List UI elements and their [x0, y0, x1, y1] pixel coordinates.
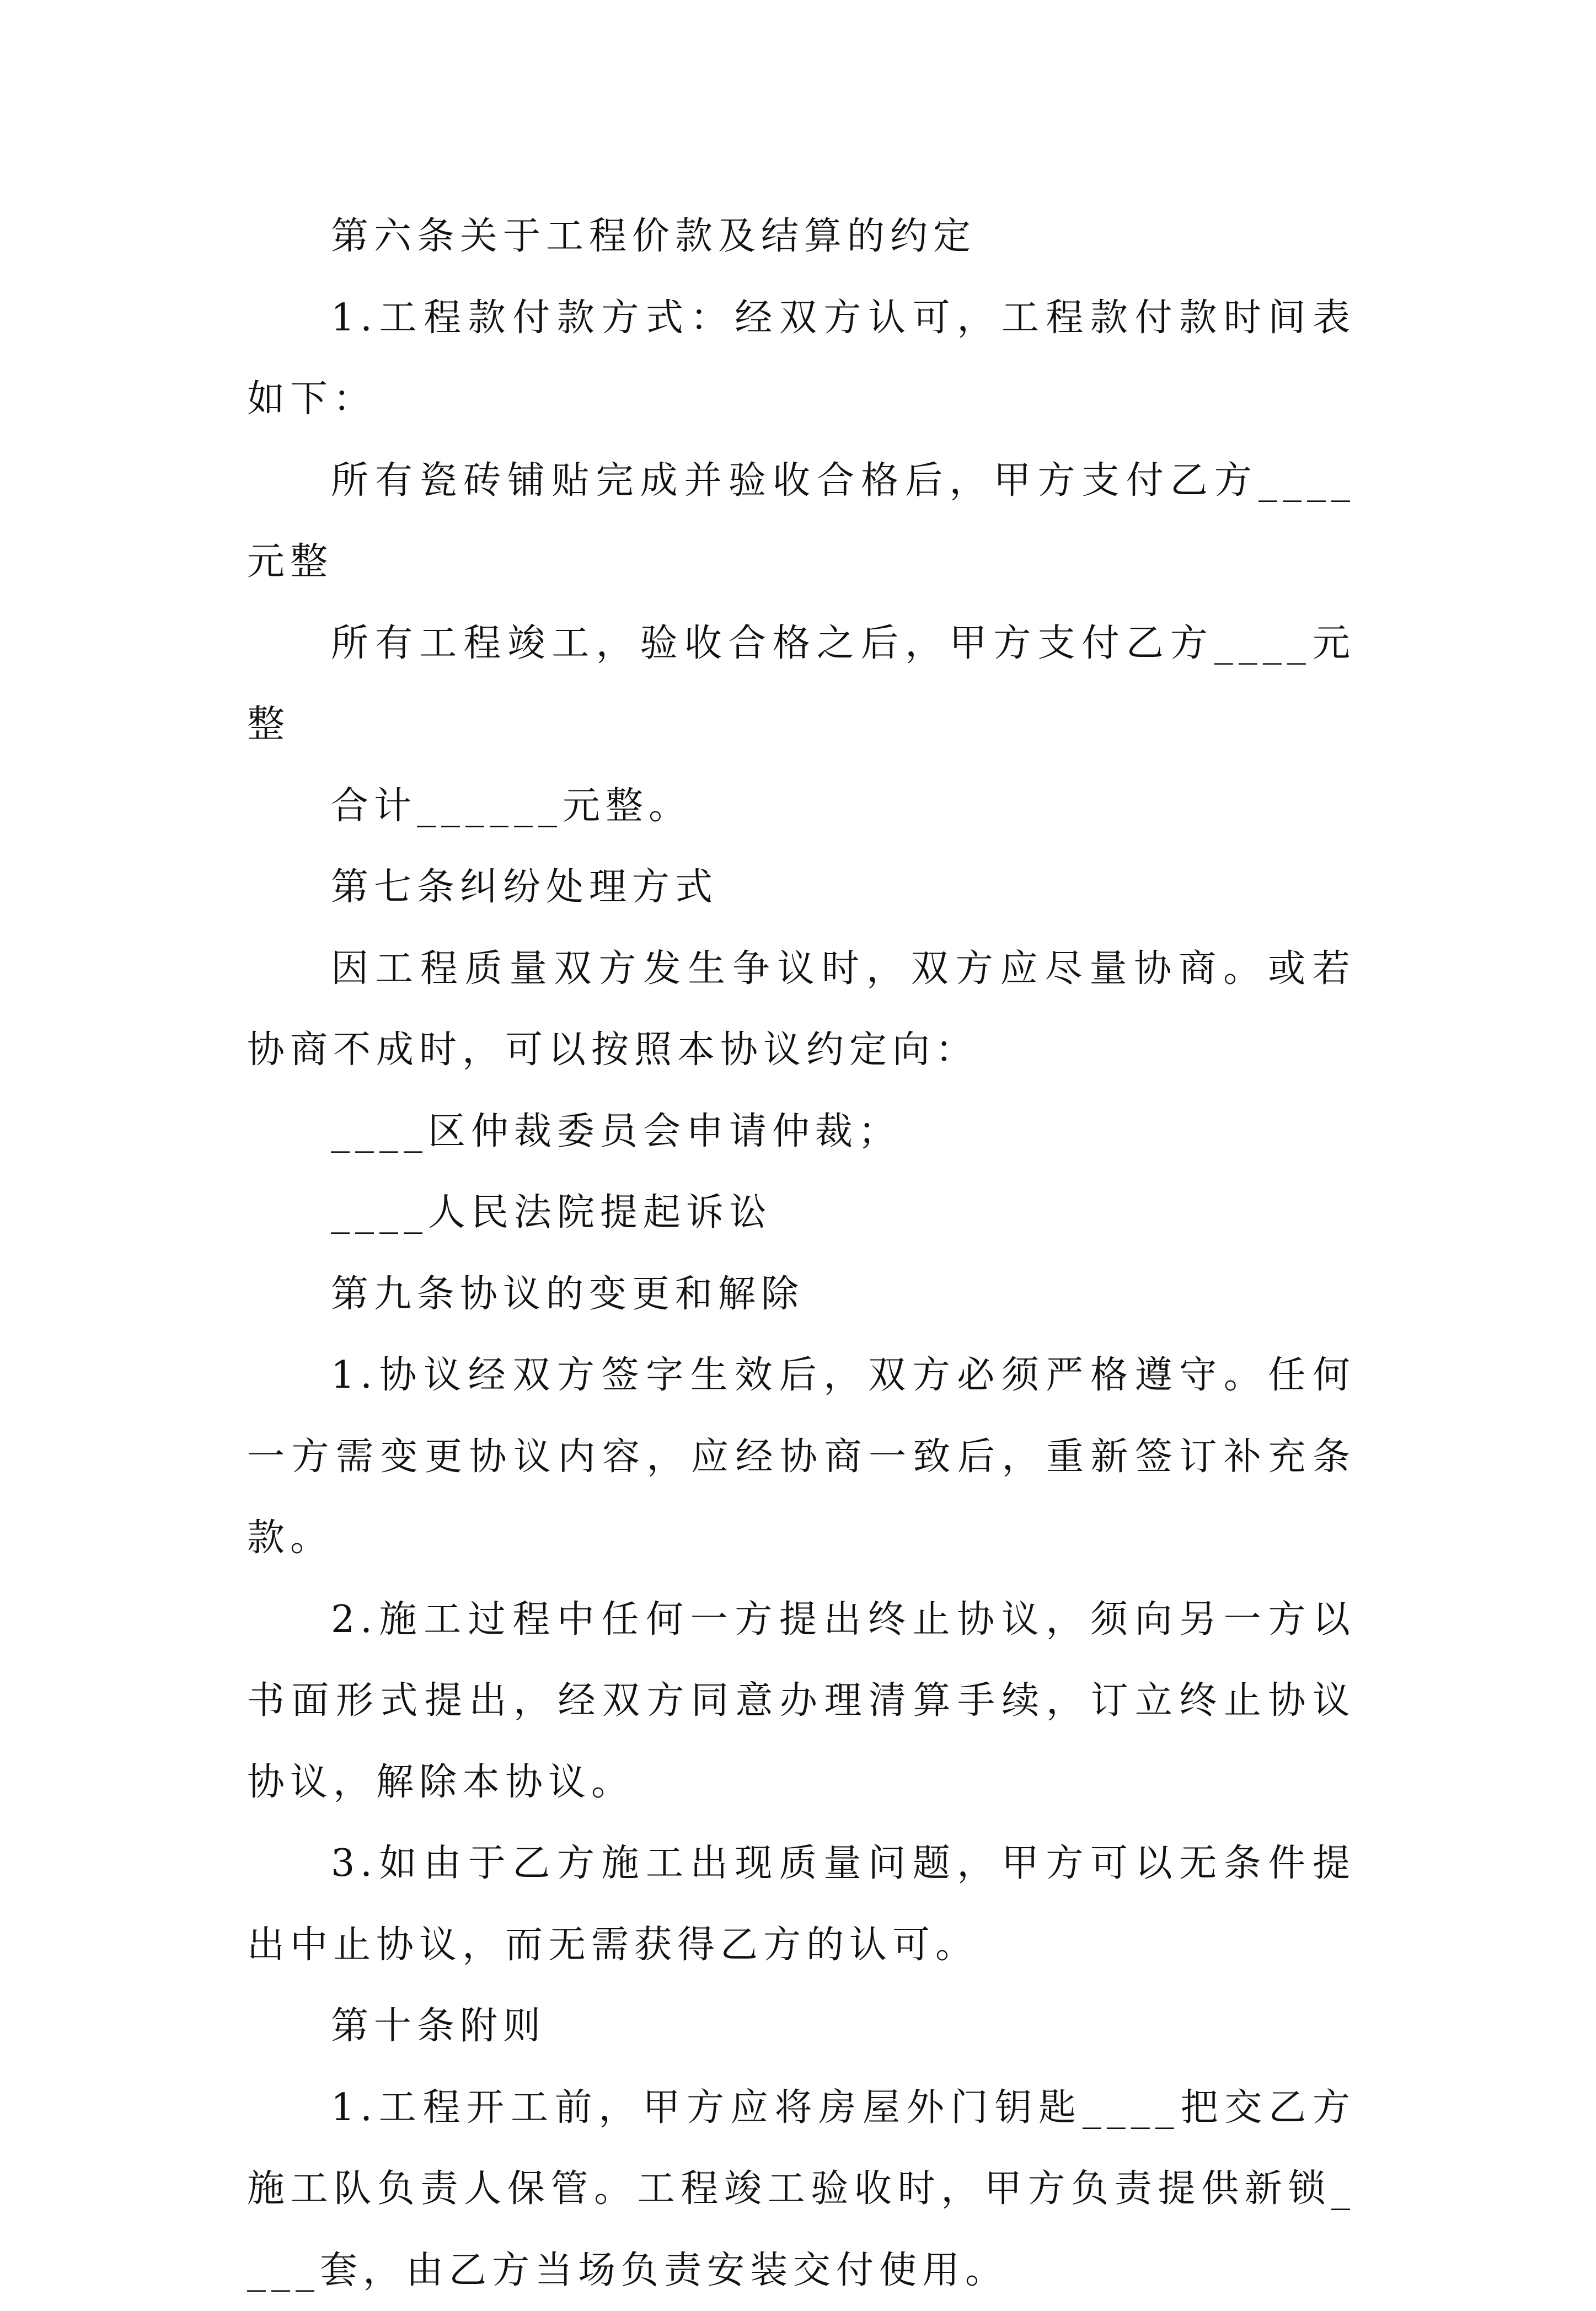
article-6-heading: 第六条关于工程价款及结算的约定	[247, 196, 1356, 277]
arbitration-option: ____区仲裁委员会申请仲裁；	[247, 1091, 1356, 1173]
article-10-heading: 第十条附则	[247, 1986, 1356, 2067]
article-7-heading: 第七条纠纷处理方式	[247, 847, 1356, 928]
total-amount-line: 合计______元整。	[247, 766, 1356, 847]
completion-payment-line: 所有工程竣工，验收合格之后，甲方支付乙方____元整	[247, 603, 1356, 766]
payment-method-clause: 1.工程款付款方式：经双方认可，工程款付款时间表如下：	[247, 277, 1356, 440]
modification-clause-1: 1.协议经双方签字生效后，双方必须严格遵守。任何一方需变更协议内容，应经协商一致后，重新签订补充条款。	[247, 1335, 1356, 1579]
article-9-heading: 第九条协议的变更和解除	[247, 1254, 1356, 1335]
dispute-clause: 因工程质量双方发生争议时，双方应尽量协商。或若协商不成时，可以按照本协议约定向：	[247, 928, 1356, 1091]
supplementary-clause-1: 1.工程开工前，甲方应将房屋外门钥匙____把交乙方施工队负责人保管。工程竣工验收时，甲方负责提供新锁____套，由乙方当场负责安装交付使用。	[247, 2067, 1356, 2311]
modification-clause-2: 2.施工过程中任何一方提出终止协议，须向另一方以书面形式提出，经双方同意办理清算手续，订立终止协议协议，解除本协议。	[247, 1579, 1356, 1823]
document-body	[247, 196, 1356, 2311]
modification-clause-3: 3.如由于乙方施工出现质量问题，甲方可以无条件提出中止协议，而无需获得乙方的认可。	[247, 1823, 1356, 1986]
tile-payment-line: 所有瓷砖铺贴完成并验收合格后，甲方支付乙方____元整	[247, 440, 1356, 603]
litigation-option: ____人民法院提起诉讼	[247, 1172, 1356, 1254]
